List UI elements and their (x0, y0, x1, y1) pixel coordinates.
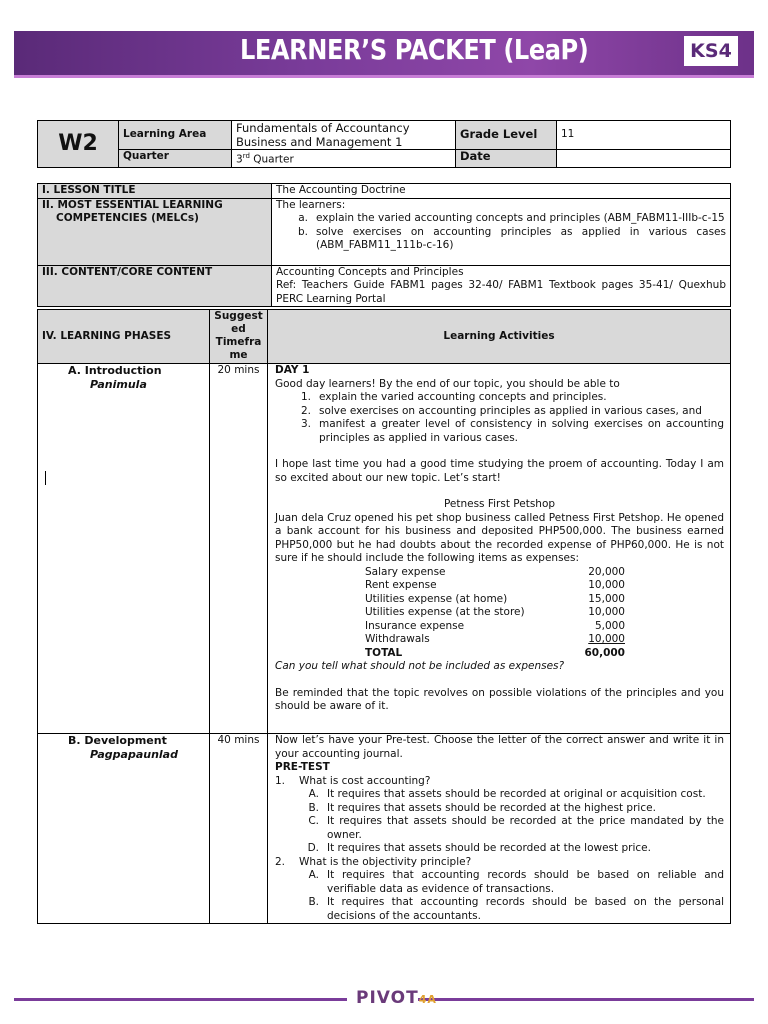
choice-text: It requires that assets should be recorded at the lowest price. (327, 842, 651, 854)
banner-title: LEARNER’S PACKET (LeaP) (240, 33, 589, 66)
choice-item (275, 869, 724, 896)
expense-value: 10,000 (588, 579, 625, 591)
text-cursor (45, 471, 46, 485)
case-text: Juan dela Cruz opened his pet shop business called Petness First Petshop. He opened a bank account for his business and deposited PHP500,000. The business earned PHP50,000 but he had doubts about the recorded expense of PHP60,000. He is not sure if he should include the following items as expenses: (275, 511, 724, 564)
quarter-label: Quarter (119, 150, 232, 168)
dev-sub: Pagpapaunlad (90, 747, 178, 761)
date-value (557, 150, 731, 168)
melc-item (276, 212, 726, 226)
objective-num: 3. (300, 418, 311, 430)
question-text: What is cost accounting? (299, 774, 431, 787)
choice-item (275, 802, 724, 816)
ks4-badge: KS4 (684, 36, 738, 66)
content-line-2: Ref: Teachers Guide FABM1 pages 32-40/ FABM1 Textbook pages 35-41/ Quexhub PERC Learning Portal (276, 279, 726, 305)
expense-row (275, 620, 724, 634)
objective-text: solve exercises on accounting principles as applied in various cases, and (319, 404, 702, 417)
date-label: Date (456, 150, 557, 168)
total-label: TOTAL (365, 646, 403, 659)
quarter-num: 3 (236, 153, 243, 166)
intro-time: 20 mins (210, 364, 268, 734)
question-num: 2. (275, 855, 286, 868)
melc-label-line-1: II. MOST ESSENTIAL LEARNING (42, 198, 223, 211)
objective-text: manifest a greater level of consistency in solving exercises on accounting principles as applied in various cases. (319, 418, 724, 444)
pivot-accent: 4A (418, 993, 437, 1006)
expense-label: Rent expense (365, 579, 437, 591)
learning-area-value (232, 121, 456, 150)
week-label: W2 (38, 121, 119, 168)
choice-letter: B. (308, 801, 319, 814)
expense-row (275, 566, 724, 580)
timeframe-label: Suggest ed Timefra me (210, 310, 268, 364)
choice-item (275, 842, 724, 856)
question-item (275, 856, 724, 870)
header-banner (14, 31, 754, 78)
choice-letter: A. (308, 869, 319, 881)
quarter-value (232, 150, 456, 168)
pretest-label: PRE-TEST (275, 761, 330, 773)
expense-label: Utilities expense (at the store) (365, 606, 525, 618)
question-text: What is the objectivity principle? (299, 855, 472, 868)
dev-intro: Now let’s have your Pre-test. Choose the letter of the correct answer and write it in your accounting journal. (275, 734, 724, 760)
expense-value: 20,000 (588, 565, 625, 578)
expense-label: Withdrawals (365, 633, 430, 645)
case-title: Petness First Petshop (443, 498, 556, 510)
choice-letter: D. (307, 842, 319, 854)
objective-item (275, 391, 724, 405)
melc-label-line-2: COMPETENCIES (MELCs) (56, 212, 199, 224)
content-line-1: Accounting Concepts and Principles (276, 265, 464, 278)
melc-mark: a. (298, 212, 308, 224)
objective-item (275, 418, 724, 445)
quarter-word: Quarter (249, 153, 294, 166)
phases-label: IV. LEARNING PHASES (38, 310, 210, 364)
learning-area-line-1: Fundamentals of Accountancy (236, 121, 410, 135)
expense-value: 10,000 (588, 606, 625, 618)
melc-text: solve exercises on accounting principles as applied in various cases (ABM_FABM11_111b-c-16) (316, 225, 726, 251)
footer-line-left (14, 998, 347, 1001)
content-value (272, 265, 731, 307)
objective-text: explain the varied accounting concepts and principles. (319, 391, 607, 403)
choice-text: It requires that assets should be recorded at original or acquisition cost. (327, 788, 706, 800)
choice-item (275, 896, 724, 923)
melc-item (276, 226, 726, 253)
expense-label: Insurance expense (365, 619, 465, 632)
content-label: III. CONTENT/CORE CONTENT (38, 265, 272, 307)
question-item (275, 775, 724, 789)
objective-num: 2. (300, 404, 311, 417)
melc-mark: b. (297, 225, 308, 238)
quarter-sup: rd (242, 152, 250, 160)
total-value: 60,000 (584, 646, 625, 659)
learning-area-line-2: Business and Management 1 (236, 135, 403, 149)
objective-item (275, 405, 724, 419)
melc-list (272, 198, 731, 265)
activities-label: Learning Activities (268, 310, 731, 364)
footer-line-right (418, 998, 754, 1001)
objective-num: 1. (300, 391, 311, 403)
expense-value: 10,000 (588, 633, 625, 645)
day-label: DAY 1 (275, 364, 310, 376)
expense-label: Salary expense (365, 565, 446, 578)
choice-item (275, 815, 724, 842)
choice-text: It requires that accounting records should be based on the personal decisions of the accountants. (327, 896, 724, 922)
expense-label: Utilities expense (at home) (365, 592, 508, 605)
lesson-table (37, 183, 731, 307)
expense-row (275, 579, 724, 593)
expense-value: 15,000 (588, 592, 625, 605)
reminder-text: Be reminded that the topic revolves on possible violations of the principles and you should be aware of it. (275, 686, 724, 712)
question-num: 1. (275, 774, 286, 787)
grade-level-label: Grade Level (456, 121, 557, 150)
recap-text: I hope last time you had a good time studying the proem of accounting. Today I am so excited about our new topic. Let’s start! (275, 458, 724, 484)
choice-text: It requires that assets should be recorded at the highest price. (327, 801, 656, 814)
melc-text: explain the varied accounting concepts and principles (ABM_FABM11-IIIb-c-15 (316, 212, 725, 224)
dev-activities (268, 734, 731, 924)
intro-phase (38, 364, 210, 734)
learning-area-label: Learning Area (119, 121, 232, 150)
choice-text: It requires that assets should be recorded at the price mandated by the owner. (327, 815, 724, 841)
dev-phase (38, 734, 210, 924)
pivot-main: PIVOT (356, 988, 419, 1008)
choice-letter: C. (308, 815, 319, 827)
expense-total-row (275, 647, 724, 661)
expense-row (275, 606, 724, 620)
pivot-logo (356, 988, 437, 1008)
grade-level-value: 11 (557, 121, 731, 150)
dev-time: 40 mins (210, 734, 268, 924)
melc-intro: The learners: (276, 198, 346, 211)
intro-activities (268, 364, 731, 734)
choice-text: It requires that accounting records should be based on reliable and verifiable data as evidence of transactions. (327, 869, 724, 895)
dev-name: B. Development (68, 734, 167, 747)
expense-value: 5,000 (594, 619, 625, 632)
expense-row (275, 593, 724, 607)
melc-label (38, 198, 272, 265)
choice-letter: A. (308, 788, 319, 800)
choice-item (275, 788, 724, 802)
header-table (37, 120, 731, 168)
intro-sub: Panimula (90, 377, 147, 391)
expense-row (275, 633, 724, 647)
choice-letter: B. (308, 896, 319, 908)
question-text: Can you tell what should not be included as expenses? (275, 660, 565, 672)
intro-name: A. Introduction (68, 364, 162, 377)
phases-table (37, 309, 731, 924)
lesson-title-label: I. LESSON TITLE (38, 184, 272, 199)
intro-opening: Good day learners! By the end of our topic, you should be able to (275, 377, 620, 390)
lesson-title-value: The Accounting Doctrine (272, 184, 731, 199)
